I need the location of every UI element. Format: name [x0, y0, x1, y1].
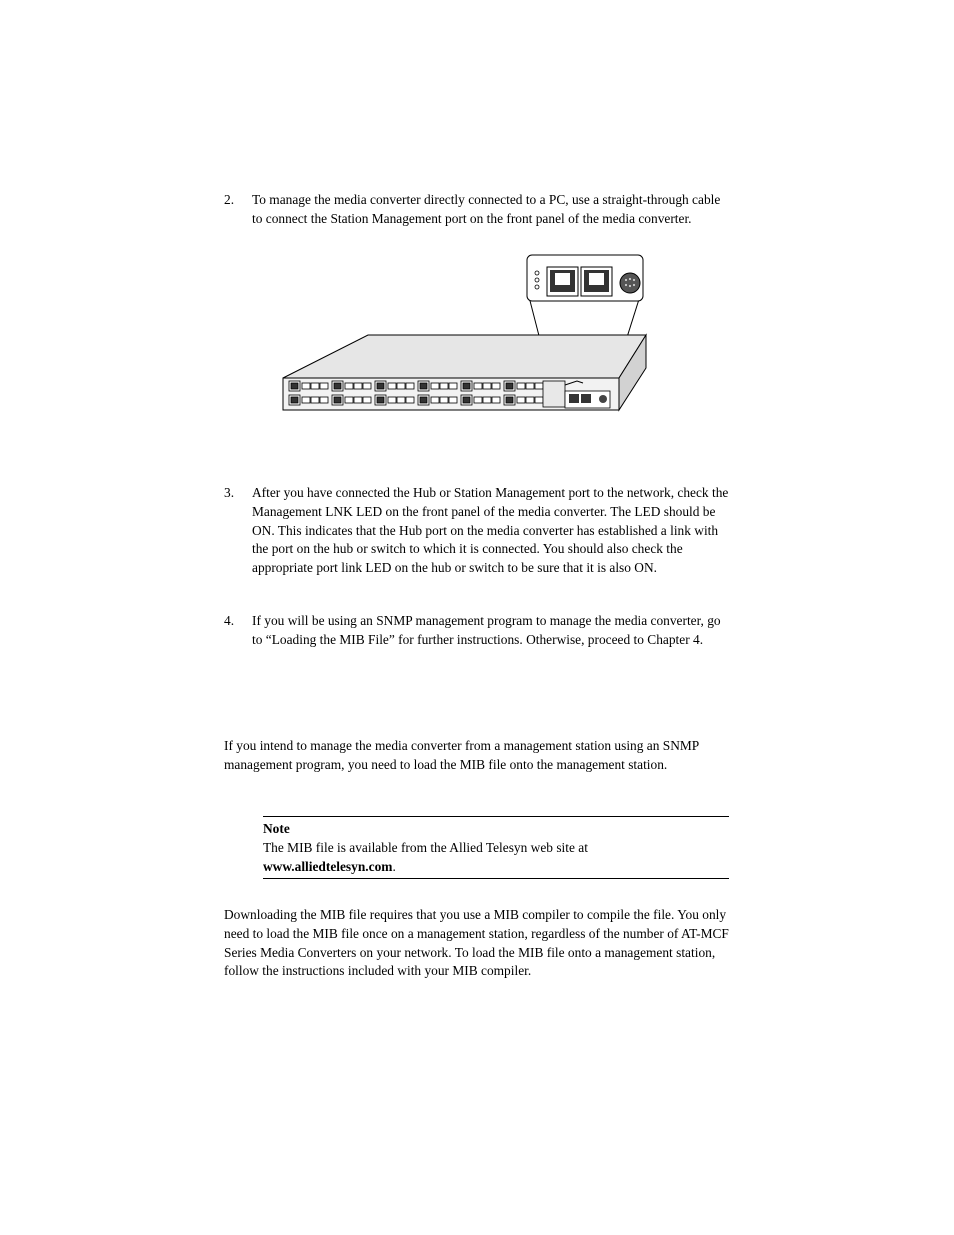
note-link[interactable]: www.alliedtelesyn.com: [263, 858, 393, 874]
media-converter-illustration: [280, 253, 650, 418]
step-text: After you have connected the Hub or Station Management port to the network, check the Management LNK LED on the front panel of the media converter. The LED should be ON. This indicates that the Hub port on the media converter has established a link with the port on the hub or switch to which it is connected. You should also check the appropriate port link LED on the hub or switch to be sure that it is also ON.: [252, 485, 729, 576]
note-text: The MIB file is available from the Allied Telesyn web site at: [263, 839, 588, 855]
note-title: Note: [263, 821, 290, 836]
step-4: [224, 612, 734, 650]
step-2: [224, 191, 734, 229]
note-box: [263, 816, 729, 879]
step-text: To manage the media converter directly connected to a PC, use a straight-through cable to connect the Station Management port on the front panel of the media converter.: [252, 192, 721, 226]
intro-paragraph: If you intend to manage the media converter from a management station using an SNMP management program, you need to load the MIB file onto the management station.: [224, 738, 699, 772]
step-text: If you will be using an SNMP management program to manage the media converter, go to “Loading the MIB File” for further instructions. Otherwise, proceed to Chapter 4.: [252, 613, 721, 647]
step-number: 2.: [224, 192, 235, 207]
step-number: 3.: [224, 485, 235, 500]
note-end: .: [392, 858, 396, 874]
step-3: [224, 484, 734, 578]
step-number: 4.: [224, 613, 235, 628]
closing-paragraph: Downloading the MIB file requires that you use a MIB compiler to compile the file. You only need to load the MIB file once on a management station, regardless of the number of AT-MCF Series Media Converters on your network. To load the MIB file onto a management station, follow the instructions included with your MIB compiler.: [224, 907, 729, 979]
